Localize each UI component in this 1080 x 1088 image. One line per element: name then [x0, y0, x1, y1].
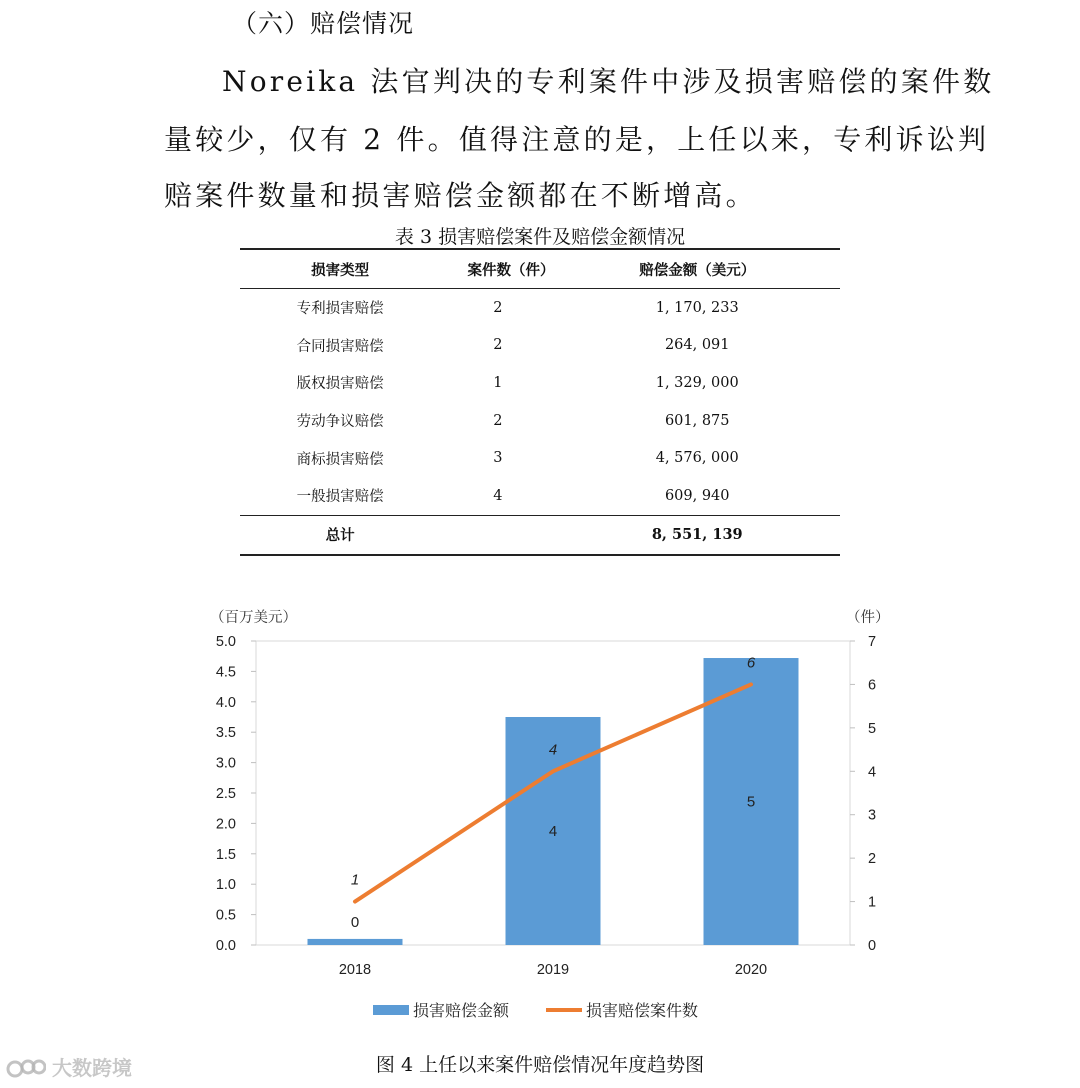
left-tick-label: 4.0 — [215, 694, 236, 711]
paragraph-line-1: Noreika 法官判决的专利案件中涉及损害赔偿的案件数 — [222, 65, 995, 98]
line-point — [552, 770, 555, 773]
line-data-label: 1 — [350, 871, 360, 889]
right-axis-unit-label: （件） — [846, 610, 890, 626]
table-row — [240, 477, 840, 515]
cell-type: 专利损害赔偿 — [296, 301, 384, 318]
right-tick-label: 1 — [867, 894, 877, 911]
left-tick-label: 3.0 — [215, 755, 236, 772]
watermark — [6, 1052, 132, 1081]
right-tick-label: 7 — [867, 634, 877, 650]
bar-data-label: 0 — [350, 913, 360, 931]
line-point — [354, 900, 357, 903]
section-heading: （六）赔偿情况 — [232, 9, 415, 38]
header-count: 案件数（件） — [440, 249, 554, 289]
watermark-text: 大数跨境 — [52, 1056, 132, 1080]
total-amount: 8, 551, 139 — [554, 515, 840, 555]
left-tick-label: 1.0 — [215, 877, 236, 894]
header-amount: 赔偿金额（美元） — [554, 249, 840, 289]
bar-data-label: 5 — [746, 793, 756, 811]
x-tick-label: 2018 — [338, 962, 372, 978]
table-row — [240, 364, 840, 402]
legend-swatch-bars — [373, 1005, 409, 1015]
cell-amount: 609, 940 — [664, 487, 730, 504]
line-data-label: 4 — [548, 741, 558, 759]
x-tick-label: 2019 — [536, 962, 570, 978]
left-tick-label: 0.5 — [215, 907, 236, 924]
left-tick-label: 0.0 — [215, 938, 236, 954]
left-axis-unit-label: （百万美元） — [210, 610, 297, 626]
cell-amount: 4, 576, 000 — [655, 450, 739, 467]
legend-label-bars: 损害赔偿金额 — [413, 1003, 510, 1020]
chart-legend — [373, 1002, 698, 1020]
total-count-empty — [440, 515, 554, 555]
table-caption: 表 3 损害赔偿案件及赔偿金额情况 — [394, 226, 686, 248]
cell-count: 3 — [493, 450, 503, 467]
watermark-logo-icon — [6, 1054, 46, 1080]
table-row — [240, 439, 840, 477]
table-row — [240, 402, 840, 440]
cell-count: 2 — [493, 412, 503, 429]
left-tick-label: 2.5 — [215, 786, 236, 802]
damages-table — [240, 248, 840, 556]
cell-type: 版权损害赔偿 — [296, 376, 384, 393]
x-tick-label: 2020 — [734, 962, 768, 978]
trend-chart — [0, 590, 1080, 1040]
header-type: 损害类型 — [240, 249, 440, 289]
cell-type: 合同损害赔偿 — [296, 338, 384, 355]
cell-count: 4 — [493, 487, 503, 504]
bar-2018 — [308, 939, 403, 945]
cell-count: 2 — [493, 299, 503, 316]
legend-label-line: 损害赔偿案件数 — [586, 1003, 699, 1020]
cell-amount: 601, 875 — [664, 412, 730, 429]
right-tick-label: 6 — [867, 677, 877, 694]
cell-type: 商标损害赔偿 — [296, 451, 384, 468]
table-header-row — [240, 249, 840, 289]
left-tick-label: 2.0 — [215, 816, 236, 833]
left-tick-label: 5.0 — [215, 634, 236, 650]
cell-amount: 1, 170, 233 — [655, 299, 739, 316]
cell-count: 1 — [493, 374, 503, 391]
total-label: 总计 — [240, 515, 440, 555]
plot-layer — [216, 634, 876, 978]
left-tick-label: 1.5 — [215, 846, 236, 863]
table-total-row — [240, 515, 840, 555]
figure-caption: 图 4 上任以来案件赔偿情况年度趋势图 — [375, 1054, 705, 1076]
bar-data-label: 4 — [548, 823, 558, 840]
left-tick-label: 4.5 — [215, 664, 236, 681]
cell-type: 劳动争议赔偿 — [296, 414, 384, 431]
right-tick-label: 0 — [867, 938, 877, 954]
left-tick-label: 3.5 — [215, 725, 236, 742]
cell-count: 2 — [493, 337, 503, 354]
paragraph-line-3: 赔案件数量和损害赔偿金额都在不断增高。 — [164, 179, 757, 212]
line-data-label: 6 — [746, 654, 756, 672]
cell-amount: 264, 091 — [664, 337, 730, 354]
cell-type: 一般损害赔偿 — [296, 489, 384, 506]
table-row — [240, 289, 840, 327]
right-tick-label: 2 — [867, 851, 877, 868]
right-tick-label: 4 — [867, 764, 877, 781]
right-tick-label: 3 — [867, 807, 877, 824]
cell-amount: 1, 329, 000 — [655, 374, 739, 391]
paragraph-line-2: 量较少，仅有 2 件。值得注意的是，上任以来，专利诉讼判 — [164, 123, 990, 156]
table-row — [240, 327, 840, 365]
line-point — [750, 683, 753, 686]
right-tick-label: 5 — [867, 720, 877, 737]
